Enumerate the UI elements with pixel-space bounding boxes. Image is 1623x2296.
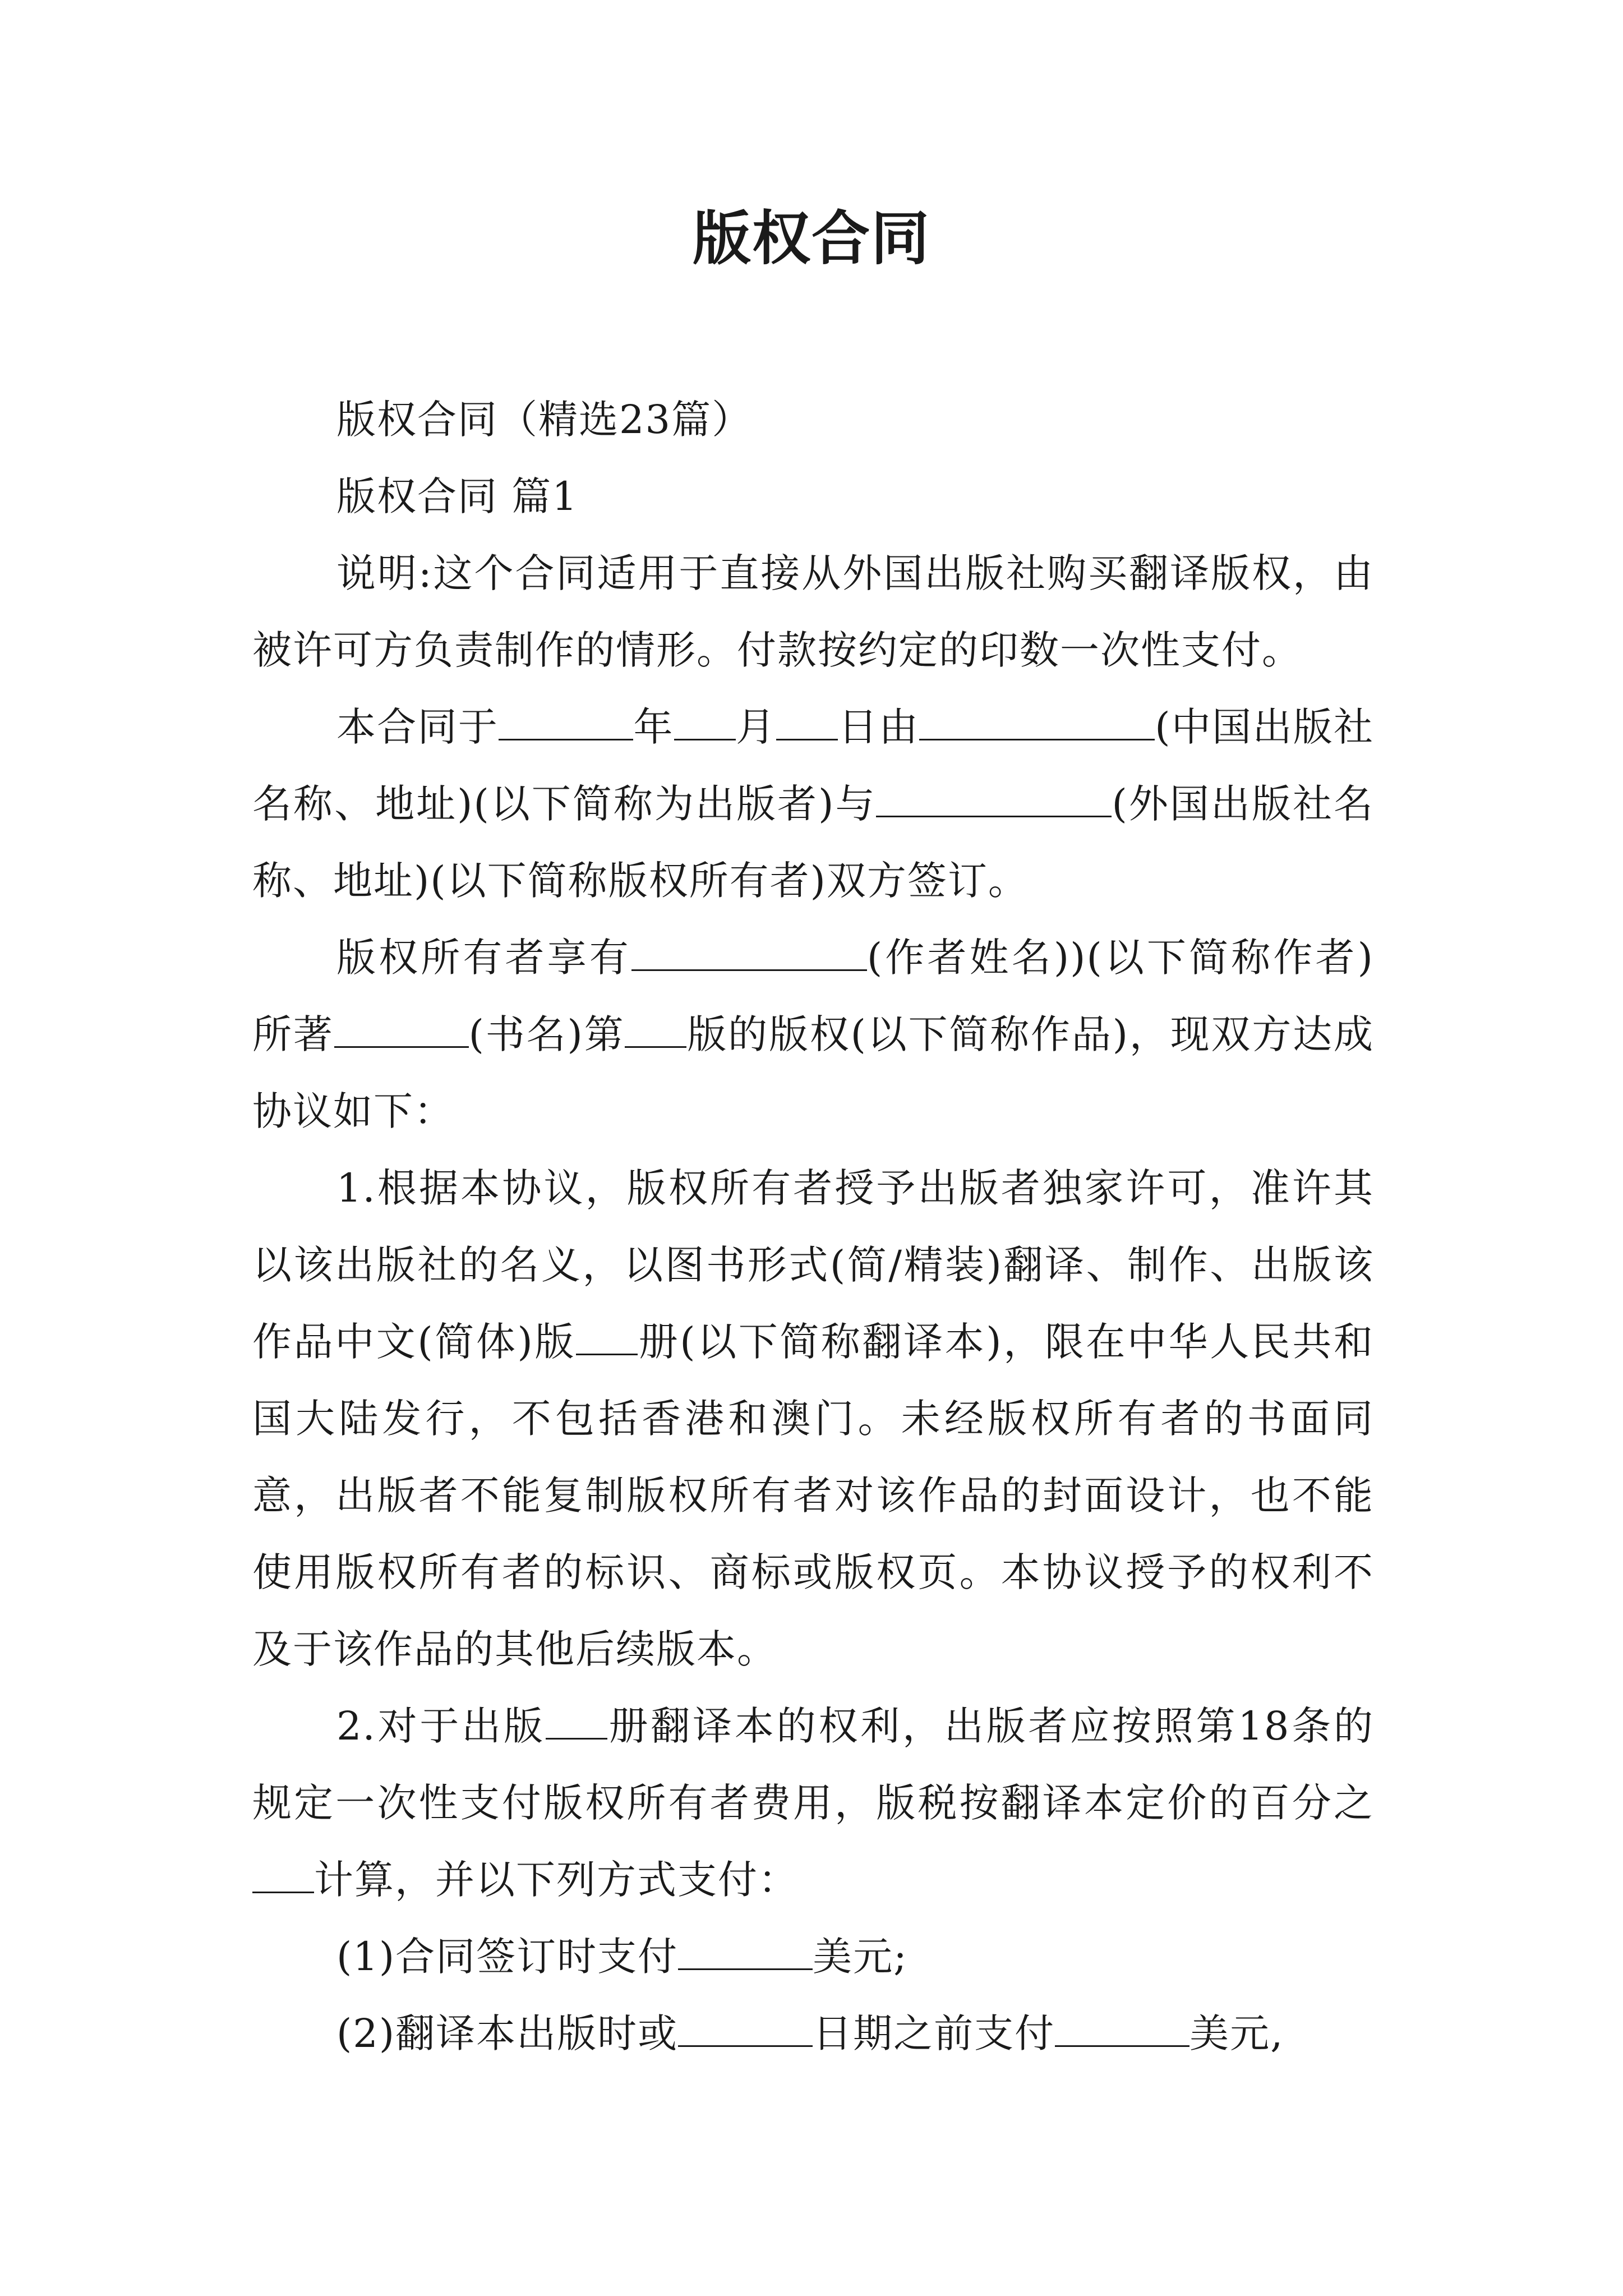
clause-1-text-2: 册(以下简称翻译本)，限在中华人民共和国大陆发行，不包括香港和澳门。未经版权所有者的书面同意，出版者不能复制版权所有者对该作品的封面设计，也不能使用版权所有者的标识、商标或版权页。本协议授予的权利不及于该作品的其他后续版本。 [252, 1319, 1374, 1672]
blank-amount-1 [678, 1931, 813, 1971]
grant-text-2: (作者姓名))(以下简称作者)所著 [252, 935, 1374, 1057]
intro-text-6: (外国出版社名称、地址)(以下简称版权所有者)双方签订。 [252, 781, 1374, 904]
section-heading: 版权合同 篇1 [336, 473, 578, 519]
note-paragraph: 说明:这个合同适用于直接从外国出版社购买翻译版权，由被许可方负责制作的情形。付款按约定的印数一次性支付。 [252, 550, 1374, 673]
intro-text-5: (中国出版社名称、地址)(以下简称为出版者)与 [252, 704, 1375, 827]
payment-1-text-1: (1)合同签订时支付 [336, 1934, 679, 1980]
clause-2 [252, 1688, 1374, 1918]
subtitle: 版权合同（精选23篇） [336, 397, 753, 443]
payment-item-1 [252, 1918, 1374, 1995]
blank-date [678, 2008, 813, 2047]
blank-month [674, 702, 736, 741]
document-body [252, 381, 1374, 2072]
payment-1-text-2: 美元; [813, 1934, 908, 1980]
blank-volumes [576, 1317, 638, 1356]
intro-text-3: 月 [735, 704, 777, 750]
intro-paragraph [252, 689, 1374, 919]
blank-day [776, 702, 838, 741]
blank-author [631, 932, 867, 972]
blank-amount-2 [1055, 2008, 1189, 2047]
clause-1 [252, 1150, 1374, 1688]
document-title: 版权合同 [692, 204, 930, 273]
clause-2-text-3: 计算，并以下列方式支付： [314, 1857, 799, 1903]
blank-year [499, 702, 633, 741]
blank-book-title [334, 1009, 469, 1048]
grant-text-3: (书名)第 [468, 1011, 625, 1057]
clause-2-text-2: 册翻译本的权利，出版者应按照第18条的规定一次性支付版权所有者费用，版税按翻译本定价的百分之 [252, 1703, 1374, 1826]
grant-text-1: 版权所有者享有 [336, 935, 631, 981]
payment-2-text-3: 美元, [1189, 2010, 1284, 2056]
grant-paragraph [252, 919, 1374, 1150]
blank-edition [625, 1009, 686, 1048]
payment-2-text-1: (2)翻译本出版时或 [336, 2010, 679, 2056]
intro-text-2: 年 [633, 704, 674, 750]
blank-print-run [546, 1701, 607, 1740]
intro-text-1: 本合同于 [336, 704, 499, 750]
grant-text-4: 版的版权(以下简称作品)，现双方达成协议如下： [252, 1011, 1375, 1134]
blank-publisher [919, 702, 1155, 741]
blank-percentage [252, 1855, 314, 1894]
intro-text-4: 日由 [838, 704, 920, 750]
blank-foreign-publisher [876, 779, 1112, 818]
payment-2-text-2: 日期之前支付 [813, 2010, 1055, 2056]
clause-1-text-1: 1.根据本协议，版权所有者授予出版者独家许可，准许其以该出版社的名义，以图书形式(简/精装)翻译、制作、出版该作品中文(简体)版 [252, 1165, 1374, 1365]
clause-2-text-1: 2.对于出版 [336, 1703, 546, 1749]
payment-item-2 [252, 1995, 1374, 2072]
